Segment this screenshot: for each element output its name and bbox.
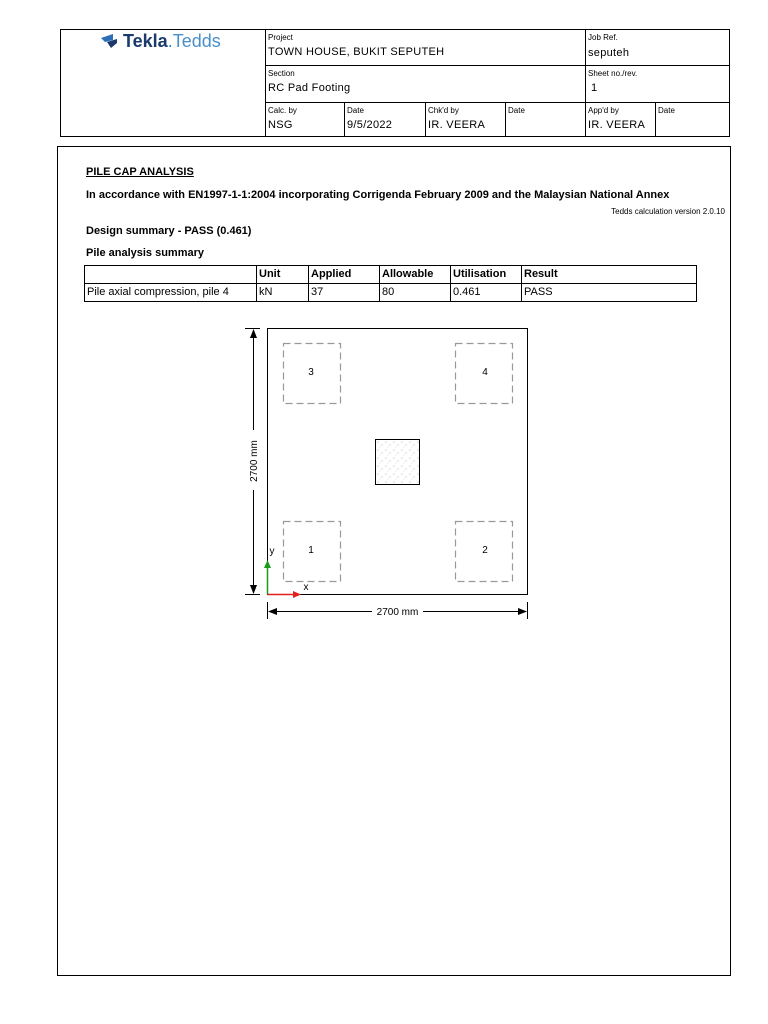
pile-summary-heading: Pile analysis summary xyxy=(86,247,205,259)
horizontal-dimension-label: 2700 mm xyxy=(376,607,419,618)
table-header-cell: Allowable xyxy=(380,266,451,284)
appby-value: IR. VEERA xyxy=(588,119,646,131)
table-header-cell: Applied xyxy=(309,266,380,284)
pile-cap-diagram xyxy=(240,322,540,622)
title-block xyxy=(60,29,730,137)
design-summary: Design summary - PASS (0.461) xyxy=(86,225,252,237)
chkby-value: IR. VEERA xyxy=(428,119,486,131)
calcby-label: Calc. by xyxy=(268,106,297,115)
table-header-cell: Result xyxy=(522,266,697,284)
tekla-logo-icon xyxy=(101,34,119,48)
logo-brand: Tekla xyxy=(123,30,168,51)
jobref-label: Job Ref. xyxy=(588,33,618,42)
tekla-tedds-logo: Tekla.Tedds xyxy=(101,30,221,52)
sheet-value: 1 xyxy=(591,82,598,94)
table-header-cell: Unit xyxy=(257,266,309,284)
section-value: RC Pad Footing xyxy=(268,82,351,94)
table-cell: kN xyxy=(257,284,309,302)
table-cell: 80 xyxy=(380,284,451,302)
table-cell: 0.461 xyxy=(451,284,522,302)
date2-label: Date xyxy=(508,106,525,115)
page-title: PILE CAP ANALYSIS xyxy=(86,166,194,178)
table-header-row xyxy=(85,266,697,284)
table-header-cell: Utilisation xyxy=(451,266,522,284)
calcby-value: NSG xyxy=(268,119,293,131)
sheet-label: Sheet no./rev. xyxy=(588,69,638,78)
project-label: Project xyxy=(268,33,293,42)
table-row xyxy=(85,284,697,302)
date1-value: 9/5/2022 xyxy=(347,119,393,131)
chkby-label: Chk'd by xyxy=(428,106,459,115)
pile-label: 2 xyxy=(482,545,488,556)
appby-label: App'd by xyxy=(588,106,619,115)
table-cell: Pile axial compression, pile 4 xyxy=(85,284,257,302)
logo-product: Tedds xyxy=(172,30,221,51)
x-axis-label: x xyxy=(303,582,309,593)
pile-label: 1 xyxy=(308,545,314,556)
table-cell: 37 xyxy=(309,284,380,302)
project-value: TOWN HOUSE, BUKIT SEPUTEH xyxy=(268,46,445,58)
y-axis-label: y xyxy=(269,546,275,557)
version-note: Tedds calculation version 2.0.10 xyxy=(611,207,725,216)
jobref-value: seputeh xyxy=(588,47,630,59)
pile-label: 3 xyxy=(308,367,314,378)
date3-label: Date xyxy=(658,106,675,115)
pile-label: 4 xyxy=(482,367,488,378)
pile-analysis-table xyxy=(84,265,697,302)
column-outline xyxy=(376,440,420,485)
section-label: Section xyxy=(268,69,295,78)
table-cell: PASS xyxy=(522,284,697,302)
standard-reference: In accordance with EN1997-1-1:2004 incorporating Corrigenda February 2009 and the Malaysian National Annex xyxy=(86,189,670,201)
table-header-cell xyxy=(85,266,257,284)
date1-label: Date xyxy=(347,106,364,115)
vertical-dimension-label: 2700 mm xyxy=(249,440,260,482)
